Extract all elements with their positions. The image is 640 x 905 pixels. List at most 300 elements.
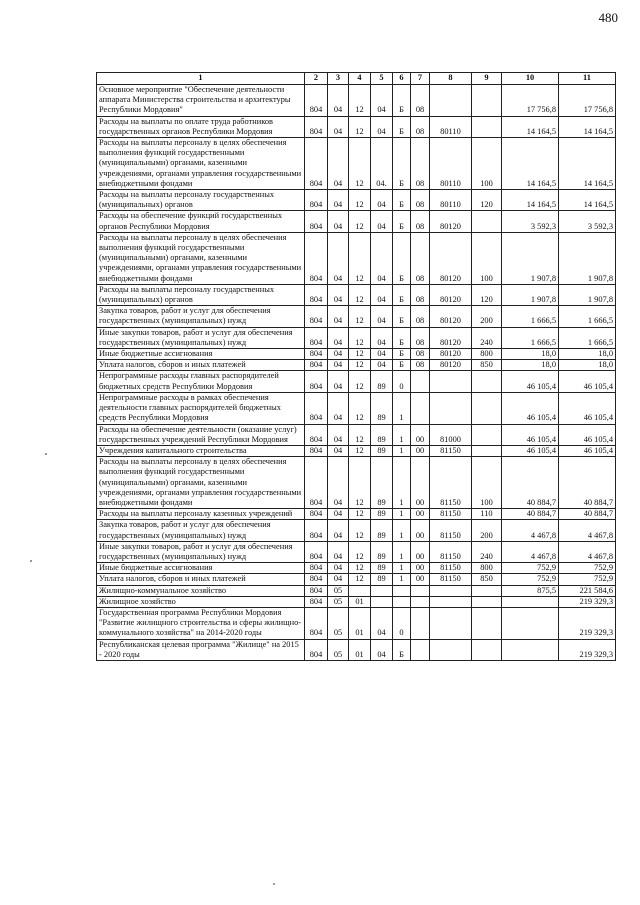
cell-sum-b: 46 105,4: [559, 424, 616, 445]
cell-cs3: 08: [411, 85, 430, 117]
cell-rz: 04: [328, 85, 349, 117]
table-row: [97, 563, 616, 574]
cell-gr: 804: [305, 520, 328, 541]
cell-sum-b: 40 884,7: [559, 457, 616, 509]
cell-name: Иные закупки товаров, работ и услуг для обеспечения государственных (муниципальных) нужд: [97, 327, 305, 348]
cell-cs3: 00: [411, 509, 430, 520]
col-header: 1: [97, 73, 305, 85]
cell-cs1: 89: [371, 457, 393, 509]
cell-gr: 804: [305, 596, 328, 607]
cell-pr: 12: [349, 306, 371, 327]
cell-pr: 01: [349, 639, 371, 660]
cell-sum-b: 46 105,4: [559, 445, 616, 456]
cell-cs3: 08: [411, 360, 430, 371]
cell-name: Непрограммные расходы в рамках обеспечения деятельности главных распорядителей бюджетных средств Республики Мордовия: [97, 392, 305, 424]
cell-vr: [472, 585, 502, 596]
cell-cs2: 0: [393, 607, 411, 639]
cell-rz: 04: [328, 349, 349, 360]
cell-cs1: 04.: [371, 138, 393, 190]
cell-vr: 240: [472, 541, 502, 562]
cell-sum-b: 219 329,3: [559, 639, 616, 660]
cell-sum-b: 18,0: [559, 349, 616, 360]
cell-pr: 12: [349, 211, 371, 232]
cell-cs2: 0: [393, 371, 411, 392]
cell-cs1: 89: [371, 520, 393, 541]
table-row: [97, 392, 616, 424]
cell-gr: 804: [305, 190, 328, 211]
cell-rz: 04: [328, 327, 349, 348]
cell-cs4: 81150: [430, 509, 472, 520]
cell-name: Непрограммные расходы главных распорядителей бюджетных средств Республики Мордовия: [97, 371, 305, 392]
cell-gr: 804: [305, 639, 328, 660]
cell-cs4: [430, 371, 472, 392]
cell-cs2: 1: [393, 541, 411, 562]
cell-cs3: 08: [411, 232, 430, 284]
cell-cs4: 81150: [430, 457, 472, 509]
table-row: [97, 445, 616, 456]
cell-cs1: 04: [371, 360, 393, 371]
cell-gr: 804: [305, 509, 328, 520]
cell-gr: 804: [305, 360, 328, 371]
cell-vr: 850: [472, 574, 502, 585]
cell-cs1: 04: [371, 327, 393, 348]
cell-name: Закупка товаров, работ и услуг для обеспечения государственных (муниципальных) нужд: [97, 520, 305, 541]
cell-name: Расходы на выплаты персоналу в целях обеспечения выполнения функций государственными (муниципальными) органами, казенными учреждениями, органами управления государственными внебюджетными фондами: [97, 232, 305, 284]
cell-cs4: 81150: [430, 445, 472, 456]
cell-gr: 804: [305, 327, 328, 348]
cell-cs2: Б: [393, 284, 411, 305]
table-row: [97, 541, 616, 562]
col-header: 8: [430, 73, 472, 85]
cell-pr: 12: [349, 520, 371, 541]
cell-name: Основное мероприятие "Обеспечение деятельности аппарата Министерства строительства и архитектуры Республики Мордовия": [97, 85, 305, 117]
cell-gr: 804: [305, 232, 328, 284]
cell-name: Расходы на выплаты персоналу в целях обеспечения выполнения функций государственными (муниципальными) органами, казенными учреждениями, органами управления государственными внебюджетными фондами: [97, 457, 305, 509]
cell-vr: 800: [472, 349, 502, 360]
cell-vr: 120: [472, 190, 502, 211]
cell-cs4: [430, 585, 472, 596]
cell-pr: 12: [349, 574, 371, 585]
table-row: [97, 190, 616, 211]
cell-pr: 12: [349, 541, 371, 562]
cell-name: Расходы на выплаты персоналу государственных (муниципальных) органов: [97, 190, 305, 211]
cell-cs2: 1: [393, 520, 411, 541]
cell-cs4: [430, 85, 472, 117]
cell-sum-a: 46 105,4: [502, 424, 559, 445]
cell-name: Республиканская целевая программа "Жилище" на 2015 - 2020 годы: [97, 639, 305, 660]
table-row: [97, 138, 616, 190]
cell-cs1: 04: [371, 349, 393, 360]
table-body: [97, 85, 616, 661]
cell-sum-a: 14 164,5: [502, 190, 559, 211]
cell-vr: 100: [472, 138, 502, 190]
cell-cs1: 04: [371, 306, 393, 327]
cell-cs3: 08: [411, 284, 430, 305]
cell-vr: 100: [472, 232, 502, 284]
cell-cs1: 89: [371, 371, 393, 392]
cell-vr: [472, 445, 502, 456]
table-row: [97, 211, 616, 232]
table-row: [97, 574, 616, 585]
cell-rz: 04: [328, 190, 349, 211]
cell-sum-a: [502, 596, 559, 607]
cell-pr: 01: [349, 607, 371, 639]
cell-gr: 804: [305, 284, 328, 305]
cell-cs2: Б: [393, 85, 411, 117]
cell-sum-b: 3 592,3: [559, 211, 616, 232]
cell-name: Иные закупки товаров, работ и услуг для обеспечения государственных (муниципальных) нужд: [97, 541, 305, 562]
cell-cs3: 00: [411, 445, 430, 456]
cell-sum-a: 18,0: [502, 349, 559, 360]
cell-sum-b: 1 666,5: [559, 327, 616, 348]
table-row: [97, 457, 616, 509]
cell-pr: 01: [349, 596, 371, 607]
cell-cs1: 04: [371, 607, 393, 639]
cell-gr: 804: [305, 563, 328, 574]
cell-pr: 12: [349, 445, 371, 456]
table-row: [97, 349, 616, 360]
cell-sum-b: 4 467,8: [559, 541, 616, 562]
cell-cs3: 00: [411, 520, 430, 541]
cell-pr: 12: [349, 392, 371, 424]
table-row: [97, 284, 616, 305]
cell-cs1: 04: [371, 190, 393, 211]
cell-gr: 804: [305, 585, 328, 596]
cell-cs1: 04: [371, 85, 393, 117]
cell-cs2: 1: [393, 563, 411, 574]
cell-rz: 04: [328, 138, 349, 190]
cell-sum-b: 1 907,8: [559, 284, 616, 305]
cell-sum-b: 17 756,8: [559, 85, 616, 117]
cell-sum-b: 14 164,5: [559, 116, 616, 137]
cell-gr: 804: [305, 211, 328, 232]
cell-pr: 12: [349, 424, 371, 445]
cell-vr: [472, 116, 502, 137]
cell-cs2: 1: [393, 457, 411, 509]
cell-cs4: 80110: [430, 138, 472, 190]
cell-cs2: [393, 596, 411, 607]
cell-rz: 04: [328, 371, 349, 392]
cell-cs4: 81150: [430, 563, 472, 574]
col-header: 6: [393, 73, 411, 85]
budget-table: [96, 72, 616, 661]
cell-sum-a: 1 907,8: [502, 284, 559, 305]
cell-cs1: 04: [371, 284, 393, 305]
cell-cs1: [371, 596, 393, 607]
cell-cs1: 89: [371, 445, 393, 456]
cell-vr: 200: [472, 306, 502, 327]
cell-sum-b: 46 105,4: [559, 371, 616, 392]
table-row: [97, 639, 616, 660]
cell-rz: 04: [328, 563, 349, 574]
cell-cs4: [430, 392, 472, 424]
cell-cs4: 80120: [430, 211, 472, 232]
cell-cs4: 81150: [430, 541, 472, 562]
col-header: 10: [502, 73, 559, 85]
cell-cs2: Б: [393, 138, 411, 190]
col-header: 3: [328, 73, 349, 85]
cell-name: Расходы на выплаты по оплате труда работников государственных органов Республики Мордовия: [97, 116, 305, 137]
cell-cs1: 89: [371, 574, 393, 585]
table-row: [97, 520, 616, 541]
cell-cs4: [430, 596, 472, 607]
cell-sum-b: 752,9: [559, 563, 616, 574]
cell-cs3: 00: [411, 541, 430, 562]
cell-cs2: 1: [393, 509, 411, 520]
cell-sum-a: [502, 639, 559, 660]
cell-vr: 120: [472, 284, 502, 305]
cell-sum-a: 40 884,7: [502, 457, 559, 509]
cell-sum-a: 4 467,8: [502, 520, 559, 541]
cell-cs4: 80110: [430, 116, 472, 137]
cell-sum-b: 219 329,3: [559, 607, 616, 639]
cell-gr: 804: [305, 607, 328, 639]
cell-cs4: 81150: [430, 574, 472, 585]
table-row: [97, 596, 616, 607]
cell-sum-b: 221 584,6: [559, 585, 616, 596]
cell-pr: 12: [349, 190, 371, 211]
page-number: 480: [598, 10, 618, 25]
cell-rz: 04: [328, 232, 349, 284]
table-row: [97, 585, 616, 596]
cell-gr: 804: [305, 371, 328, 392]
header-row: [97, 73, 616, 85]
cell-vr: [472, 371, 502, 392]
cell-sum-a: 18,0: [502, 360, 559, 371]
cell-name: Расходы на обеспечение функций государственных органов Республики Мордовия: [97, 211, 305, 232]
cell-sum-a: 14 164,5: [502, 116, 559, 137]
cell-rz: 05: [328, 596, 349, 607]
cell-name: Иные бюджетные ассигнования: [97, 563, 305, 574]
cell-name: Жилищно-коммунальное хозяйство: [97, 585, 305, 596]
cell-cs3: 08: [411, 116, 430, 137]
cell-cs4: 80120: [430, 284, 472, 305]
cell-sum-b: 46 105,4: [559, 392, 616, 424]
cell-gr: 804: [305, 116, 328, 137]
cell-sum-b: 40 884,7: [559, 509, 616, 520]
cell-sum-a: 40 884,7: [502, 509, 559, 520]
cell-rz: 04: [328, 211, 349, 232]
cell-cs3: 00: [411, 563, 430, 574]
cell-sum-b: 219 329,3: [559, 596, 616, 607]
cell-pr: 12: [349, 371, 371, 392]
cell-sum-b: 1 907,8: [559, 232, 616, 284]
cell-pr: 12: [349, 138, 371, 190]
cell-cs1: 89: [371, 541, 393, 562]
cell-pr: 12: [349, 457, 371, 509]
cell-sum-a: 1 907,8: [502, 232, 559, 284]
cell-cs3: [411, 371, 430, 392]
cell-cs4: 81000: [430, 424, 472, 445]
cell-sum-a: 14 164,5: [502, 138, 559, 190]
cell-cs3: [411, 596, 430, 607]
cell-cs4: 80110: [430, 190, 472, 211]
cell-sum-a: 1 666,5: [502, 306, 559, 327]
cell-cs2: Б: [393, 116, 411, 137]
cell-vr: [472, 424, 502, 445]
cell-sum-b: 1 666,5: [559, 306, 616, 327]
cell-cs4: 80120: [430, 349, 472, 360]
cell-cs2: Б: [393, 360, 411, 371]
cell-vr: [472, 392, 502, 424]
cell-gr: 804: [305, 574, 328, 585]
cell-cs3: [411, 392, 430, 424]
cell-rz: 04: [328, 392, 349, 424]
cell-rz: 05: [328, 639, 349, 660]
cell-pr: 12: [349, 116, 371, 137]
cell-cs4: 80120: [430, 360, 472, 371]
col-header: 5: [371, 73, 393, 85]
cell-cs2: 1: [393, 574, 411, 585]
table-row: [97, 232, 616, 284]
cell-cs2: 1: [393, 392, 411, 424]
cell-cs3: 00: [411, 574, 430, 585]
table-row: [97, 509, 616, 520]
cell-cs2: 1: [393, 445, 411, 456]
table-row: [97, 371, 616, 392]
scan-speck: [273, 883, 275, 885]
cell-rz: 05: [328, 607, 349, 639]
col-header: 4: [349, 73, 371, 85]
cell-sum-a: 17 756,8: [502, 85, 559, 117]
cell-sum-a: 752,9: [502, 574, 559, 585]
cell-cs2: 1: [393, 424, 411, 445]
cell-sum-b: 4 467,8: [559, 520, 616, 541]
cell-cs1: 04: [371, 116, 393, 137]
cell-pr: 12: [349, 563, 371, 574]
cell-sum-b: 14 164,5: [559, 138, 616, 190]
cell-sum-a: 752,9: [502, 563, 559, 574]
cell-gr: 804: [305, 424, 328, 445]
cell-sum-a: 1 666,5: [502, 327, 559, 348]
cell-gr: 804: [305, 349, 328, 360]
cell-name: Расходы на выплаты персоналу казенных учреждений: [97, 509, 305, 520]
cell-rz: 04: [328, 574, 349, 585]
cell-cs3: 08: [411, 138, 430, 190]
cell-cs2: Б: [393, 232, 411, 284]
cell-pr: 12: [349, 349, 371, 360]
cell-rz: 04: [328, 509, 349, 520]
cell-cs1: [371, 585, 393, 596]
cell-name: Расходы на выплаты персоналу в целях обеспечения выполнения функций государственными (муниципальными) органами, казенными учреждениями, органами управления государственными внебюджетными фондами: [97, 138, 305, 190]
table-row: [97, 85, 616, 117]
cell-cs3: [411, 607, 430, 639]
cell-cs3: 08: [411, 327, 430, 348]
cell-vr: 800: [472, 563, 502, 574]
cell-name: Жилищное хозяйство: [97, 596, 305, 607]
cell-cs4: 80120: [430, 232, 472, 284]
cell-pr: 12: [349, 327, 371, 348]
table-row: [97, 327, 616, 348]
cell-gr: 804: [305, 457, 328, 509]
cell-cs3: 08: [411, 306, 430, 327]
cell-pr: [349, 585, 371, 596]
cell-cs1: 04: [371, 639, 393, 660]
cell-rz: 04: [328, 360, 349, 371]
cell-cs1: 89: [371, 424, 393, 445]
cell-cs2: Б: [393, 639, 411, 660]
scan-speck: [45, 453, 47, 455]
cell-name: Государственная программа Республики Мордовия "Развитие жилищного строительства и сферы жилищно-коммунального хозяйства" на 2014-2020 годы: [97, 607, 305, 639]
cell-sum-b: 14 164,5: [559, 190, 616, 211]
cell-vr: 200: [472, 520, 502, 541]
cell-vr: [472, 639, 502, 660]
cell-cs3: 00: [411, 424, 430, 445]
table-row: [97, 306, 616, 327]
cell-cs4: 80120: [430, 306, 472, 327]
cell-rz: 05: [328, 585, 349, 596]
cell-name: Расходы на обеспечение деятельности (оказание услуг) государственных учреждений Республики Мордовия: [97, 424, 305, 445]
cell-sum-a: [502, 607, 559, 639]
cell-name: Закупка товаров, работ и услуг для обеспечения государственных (муниципальных) нужд: [97, 306, 305, 327]
cell-name: Расходы на выплаты персоналу государственных (муниципальных) органов: [97, 284, 305, 305]
cell-vr: 240: [472, 327, 502, 348]
cell-gr: 804: [305, 138, 328, 190]
cell-sum-b: 18,0: [559, 360, 616, 371]
cell-name: Иные бюджетные ассигнования: [97, 349, 305, 360]
cell-vr: [472, 211, 502, 232]
cell-rz: 04: [328, 520, 349, 541]
cell-sum-a: 3 592,3: [502, 211, 559, 232]
cell-vr: [472, 85, 502, 117]
scan-speck: [30, 560, 32, 562]
table-row: [97, 424, 616, 445]
cell-pr: 12: [349, 85, 371, 117]
cell-cs2: Б: [393, 349, 411, 360]
table-row: [97, 360, 616, 371]
cell-sum-a: 46 105,4: [502, 371, 559, 392]
cell-cs3: 08: [411, 190, 430, 211]
cell-cs3: [411, 585, 430, 596]
cell-cs1: 04: [371, 211, 393, 232]
col-header: 11: [559, 73, 616, 85]
cell-rz: 04: [328, 424, 349, 445]
table-row: [97, 116, 616, 137]
cell-cs1: 89: [371, 509, 393, 520]
cell-gr: 804: [305, 392, 328, 424]
cell-cs2: Б: [393, 327, 411, 348]
cell-sum-a: 46 105,4: [502, 445, 559, 456]
cell-cs3: 00: [411, 457, 430, 509]
cell-cs4: 81150: [430, 520, 472, 541]
cell-pr: 12: [349, 232, 371, 284]
cell-gr: 804: [305, 541, 328, 562]
cell-cs1: 89: [371, 563, 393, 574]
cell-sum-a: 46 105,4: [502, 392, 559, 424]
cell-gr: 804: [305, 306, 328, 327]
cell-sum-a: 875,5: [502, 585, 559, 596]
cell-cs2: Б: [393, 211, 411, 232]
cell-sum-a: 4 467,8: [502, 541, 559, 562]
cell-rz: 04: [328, 116, 349, 137]
cell-cs1: 04: [371, 232, 393, 284]
cell-cs4: [430, 639, 472, 660]
cell-vr: 100: [472, 457, 502, 509]
cell-cs3: [411, 639, 430, 660]
cell-gr: 804: [305, 445, 328, 456]
cell-cs3: 08: [411, 349, 430, 360]
cell-rz: 04: [328, 541, 349, 562]
cell-vr: 850: [472, 360, 502, 371]
cell-name: Учреждения капитального строительства: [97, 445, 305, 456]
cell-gr: 804: [305, 85, 328, 117]
cell-sum-b: 752,9: [559, 574, 616, 585]
cell-rz: 04: [328, 284, 349, 305]
cell-name: Уплата налогов, сборов и иных платежей: [97, 360, 305, 371]
cell-cs3: 08: [411, 211, 430, 232]
table-row: [97, 607, 616, 639]
cell-rz: 04: [328, 457, 349, 509]
